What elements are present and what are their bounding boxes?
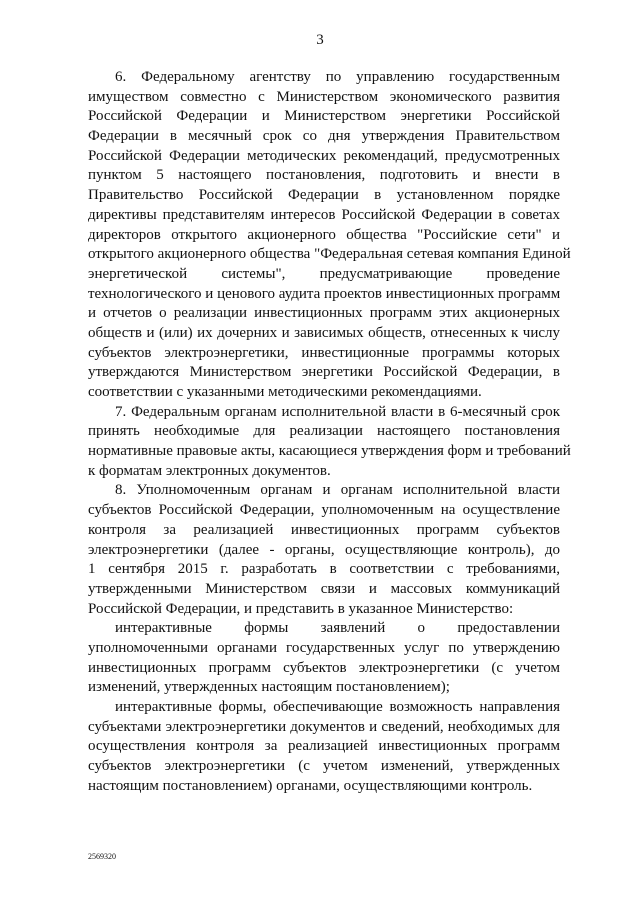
text-line: 8. Уполномоченным органам и органам исполнительной власти bbox=[115, 482, 560, 499]
paragraph bbox=[88, 698, 560, 796]
text-line: 6. Федеральному агентству по управлению государственным bbox=[115, 69, 560, 85]
paragraph bbox=[88, 619, 560, 698]
text-line: технологического и ценового аудита проектов инвестиционных программ bbox=[88, 285, 561, 302]
document-body bbox=[88, 68, 571, 796]
text-line: Российской Федерации и Министерством энергетики Российской bbox=[88, 108, 560, 125]
text-line: субъектами электроэнергетики документов и сведений, необходимых для bbox=[88, 718, 560, 735]
text-line: энергетической системы", предусматривающие проведение bbox=[88, 265, 560, 282]
text-line: к форматам электронных документов. bbox=[88, 462, 331, 479]
text-line: нормативные правовые акты, касающиеся утверждения форм и требований bbox=[88, 443, 571, 460]
text-line: электроэнергетики (далее - органы, осуществляющие контроль), до bbox=[88, 541, 560, 558]
text-line: 7. Федеральным органам исполнительной власти в 6-месячный срок bbox=[115, 403, 560, 420]
page-number: 3 bbox=[316, 32, 324, 48]
text-line: субъектов электроэнергетики (с учетом изменений, утвержденных bbox=[88, 758, 560, 775]
paragraph bbox=[88, 481, 560, 619]
text-line: принять необходимые для реализации настоящего постановления bbox=[88, 423, 560, 440]
text-line: Российской Федерации, и представить в указанное Министерство: bbox=[88, 600, 514, 617]
text-line: соответствии с указанными методическими рекомендациями. bbox=[88, 384, 482, 400]
text-line: директоров открытого акционерного общества "Российские сети" и bbox=[88, 226, 560, 243]
text-line: интерактивные формы, обеспечивающие возможность направления bbox=[115, 699, 560, 715]
text-line: открытого акционерного общества "Федеральная сетевая компания Единой bbox=[88, 246, 571, 263]
text-line: утвержденными Министерством связи и массовых коммуникаций bbox=[88, 580, 560, 597]
paragraph bbox=[88, 68, 571, 403]
text-line: интерактивные формы заявлений о предоставлении bbox=[115, 620, 560, 637]
document-code: 2569320 bbox=[88, 852, 116, 861]
text-line: контроля за реализацией инвестиционных программ субъектов bbox=[88, 521, 560, 538]
text-line: субъектов Российской Федерации, уполномоченным на осуществление bbox=[88, 502, 560, 519]
text-line: и отчетов о реализации инвестиционных программ этих акционерных bbox=[88, 305, 560, 322]
text-line: уполномоченными органами государственных услуг по утверждению bbox=[88, 639, 560, 656]
text-line: изменений, утвержденных настоящим постановлением); bbox=[88, 679, 450, 696]
text-line: осуществления контроля за реализацией инвестиционных программ bbox=[88, 738, 560, 755]
text-line: Российской Федерации методических рекомендаций, предусмотренных bbox=[88, 147, 560, 164]
text-line: инвестиционных программ субъектов электроэнергетики (с учетом bbox=[88, 659, 560, 676]
text-line: настоящим постановлением) органами, осуществляющими контроль. bbox=[88, 777, 533, 794]
text-line: обществ и (или) их дочерних и зависимых обществ, отнесенных к числу bbox=[88, 324, 560, 341]
text-line: утверждаются Министерством энергетики Российской Федерации, в bbox=[88, 364, 560, 381]
text-line: Федерации в месячный срок со дня утверждения Правительством bbox=[88, 128, 560, 145]
text-line: директивы представителям интересов Российской Федерации в советах bbox=[88, 206, 560, 223]
text-line: имуществом совместно с Министерством экономического развития bbox=[88, 88, 560, 105]
text-line: субъектов электроэнергетики, инвестиционные программы которых bbox=[88, 344, 560, 361]
paragraph bbox=[88, 403, 571, 482]
text-line: пунктом 5 настоящего постановления, подготовить и внести в bbox=[88, 167, 560, 184]
text-line: 1 сентября 2015 г. разработать в соответствии с требованиями, bbox=[88, 561, 560, 578]
text-line: Правительство Российской Федерации в установленном порядке bbox=[88, 187, 560, 204]
